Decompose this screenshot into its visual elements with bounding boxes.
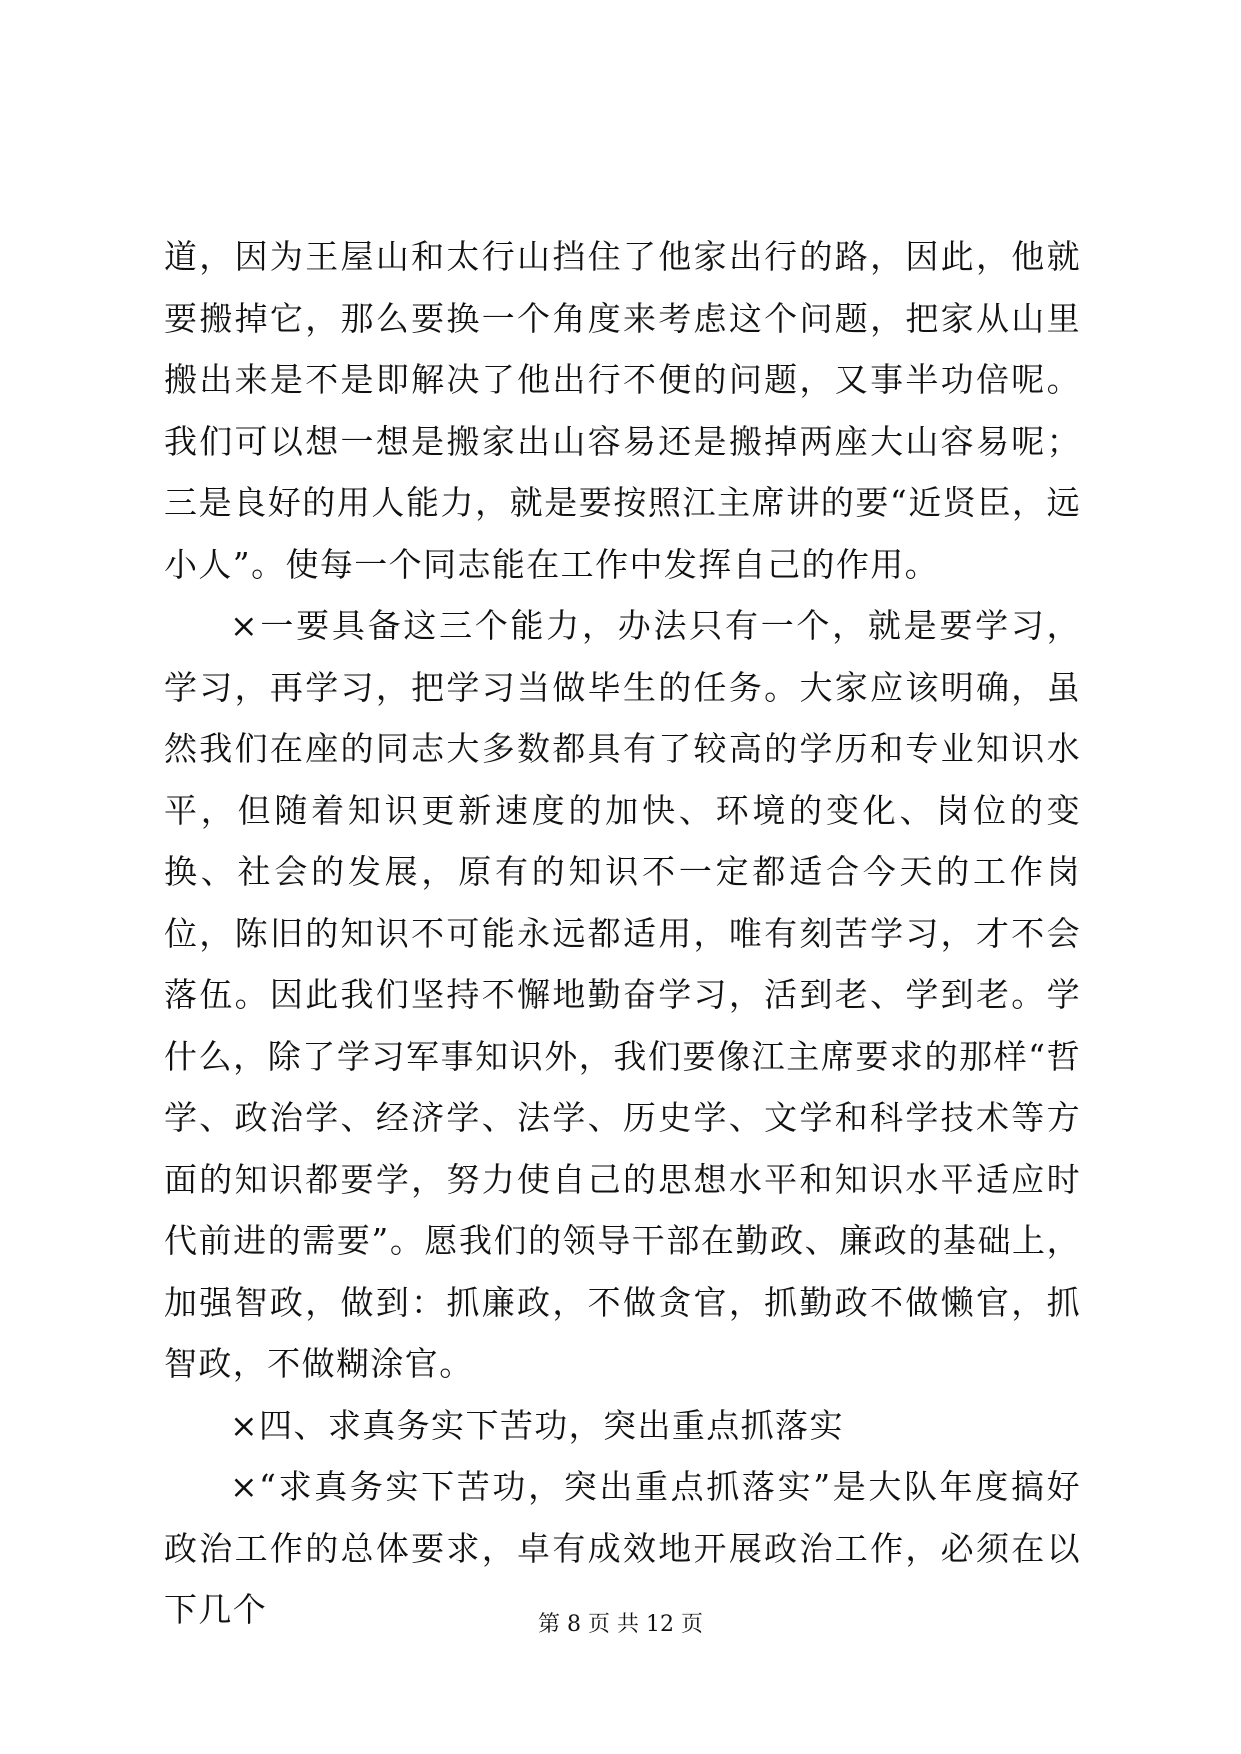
section-heading: ×四、求真务实下苦功，突出重点抓落实: [230, 1405, 844, 1445]
paragraph-requirements: ×“求真务实下苦功，突出重点抓落实”是大队年度搞好政治工作的总体要求，卓有成效地开展政治工作，必须在以下几个: [164, 1467, 1081, 1629]
page-number-footer: 第 8 页 共 12 页: [538, 1612, 703, 1637]
body-text: [164, 226, 1081, 1641]
paragraph-continuation: 道，因为王屋山和太行山挡住了他家出行的路，因此，他就要搬掉它，那么要换一个角度来考虑这个问题，把家从山里搬出来是不是即解决了他出行不便的问题，又事半功倍呢。我们可以想一想是搬家出山容易还是搬掉两座大山容易呢；三是良好的用人能力，就是要按照江主席讲的要“近贤臣，远小人”。使每一个同志能在工作中发挥自己的作用。: [164, 237, 1081, 584]
paragraph-study: ×一要具备这三个能力，办法只有一个，就是要学习，学习，再学习，把学习当做毕生的任务。大家应该明确，虽然我们在座的同志大多数都具有了较高的学历和专业知识水平，但随着知识更新速度的加快、环境的变化、岗位的变换、社会的发展，原有的知识不一定都适合今天的工作岗位，陈旧的知识不可能永远都适用，唯有刻苦学习，才不会落伍。因此我们坚持不懈地勤奋学习，活到老、学到老。学什么，除了学习军事知识外，我们要像江主席要求的那样“哲学、政治学、经济学、法学、历史学、文学和科学技术等方面的知识都要学，努力使自己的思想水平和知识水平适应时代前进的需要”。愿我们的领导干部在勤政、廉政的基础上，加强智政，做到：抓廉政，不做贪官，抓勤政不做懒官，抓智政，不做糊涂官。: [164, 606, 1081, 1383]
